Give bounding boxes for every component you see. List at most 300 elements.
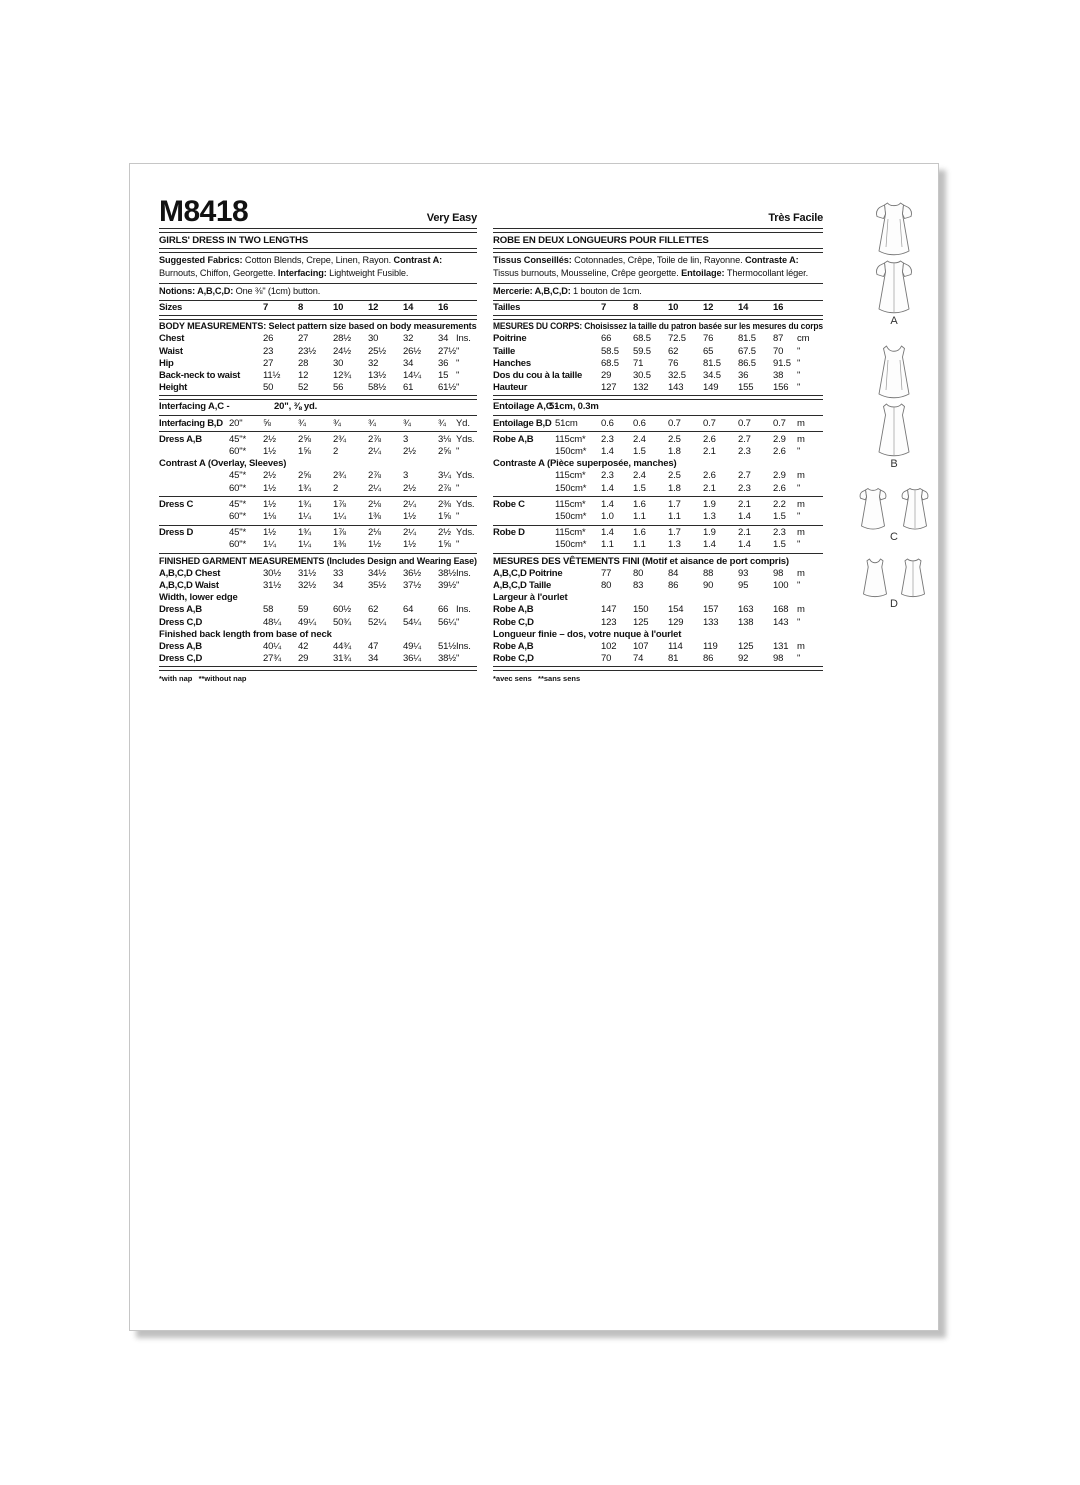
measure-value: 129 <box>668 616 684 628</box>
unit-cell: " <box>797 370 801 382</box>
text-segment: Cotton Blends, Crepe, Linen, Rayon. <box>242 255 394 265</box>
inline-measure-row <box>493 401 823 413</box>
measure-value: 27¾ <box>263 653 282 665</box>
dress-d-pair <box>857 556 931 598</box>
measure-value: 27 <box>263 357 274 369</box>
divider <box>493 431 823 432</box>
measure-value: 155 <box>738 382 754 394</box>
fabric-width: 45"* <box>229 433 247 445</box>
row-label <box>493 539 555 551</box>
measure-value: 2 <box>333 482 339 494</box>
section-header: MESURES DES VÊTEMENTS FINI (Motif et aisance de port compris) <box>493 555 789 567</box>
unit-cell: " <box>797 357 801 369</box>
difficulty-label: Very Easy <box>426 212 477 224</box>
measure-value: 2½ <box>403 482 416 494</box>
measure-value: 2 <box>333 446 339 458</box>
measure-row <box>159 511 477 523</box>
section-header: FINISHED GARMENT MEASUREMENTS (Includes Design and Wearing Ease) <box>159 555 477 567</box>
row-label: Dos du cou à la taille <box>493 370 582 382</box>
measure-value: 28 <box>298 357 309 369</box>
divider <box>493 300 823 301</box>
measure-value: 2.5 <box>668 470 681 482</box>
measure-value: 26 <box>263 333 274 345</box>
measure-value: 2.7 <box>738 470 751 482</box>
measure-value: 114 <box>668 641 683 653</box>
divider <box>159 283 477 284</box>
measure-value: 2⅛ <box>368 498 381 510</box>
difficulty-label: Très Facile <box>768 212 823 224</box>
size-column-header: 8 <box>298 302 304 313</box>
measure-value: 49¼ <box>403 641 422 653</box>
divider <box>493 666 823 671</box>
measure-value: 29 <box>298 653 309 665</box>
measure-value: 125 <box>738 641 754 653</box>
text-segment: Contraste A: <box>745 255 799 265</box>
view-a-label: A <box>890 315 898 327</box>
divider <box>493 228 823 233</box>
unit-cell: m <box>797 417 805 429</box>
measurement-table <box>493 321 823 684</box>
measure-row <box>493 446 823 458</box>
size-column-header: 10 <box>333 302 344 313</box>
measure-value: 0.7 <box>738 417 751 429</box>
measure-value: 2¼ <box>368 482 381 494</box>
text-segment: Cotonnades, Crêpe, Toile de lin, Rayonne. <box>571 255 745 265</box>
dress-c-pair <box>853 485 935 531</box>
measure-value: 156 <box>773 382 789 394</box>
measure-value: 1.6 <box>633 527 646 539</box>
measure-value: 143 <box>668 382 684 394</box>
measure-value: 2.4 <box>633 433 646 445</box>
measure-value: 3 <box>403 470 409 482</box>
measure-value: 84 <box>668 567 679 579</box>
divider <box>493 315 823 320</box>
unit-cell: Yds. <box>456 470 475 482</box>
measure-value: 2⅞ <box>368 433 381 445</box>
inline-measure-row <box>159 401 477 413</box>
row-label: Robe A,B <box>493 641 534 653</box>
row-label: Hanches <box>493 357 531 369</box>
measure-row <box>493 527 823 539</box>
unit-cell: Yds. <box>456 498 475 510</box>
measure-value: 1⅛ <box>263 511 276 523</box>
row-label: Robe C,D <box>493 616 534 628</box>
row-label: Dress A,B <box>159 641 202 653</box>
row-label <box>493 446 555 458</box>
sizes-label: Tailles <box>493 302 521 313</box>
size-column-header: 16 <box>438 302 449 313</box>
row-label: Robe A,B <box>493 433 534 445</box>
divider <box>159 525 477 526</box>
measure-value: 100 <box>773 580 789 592</box>
measure-value: 34½ <box>368 567 387 579</box>
measure-value: 1.9 <box>703 498 716 510</box>
fabric-note <box>493 254 823 281</box>
divider <box>493 415 823 416</box>
footnote: *avec sens **sans sens <box>493 674 581 684</box>
divider <box>159 248 477 253</box>
measure-value: 125 <box>633 616 649 628</box>
measure-value: 59 <box>298 604 309 616</box>
measure-value: 83 <box>633 580 644 592</box>
fabric-width: 115cm* <box>555 433 586 445</box>
measure-value: 0.7 <box>773 417 786 429</box>
measure-value: 127 <box>601 382 617 394</box>
dress-d-front-sketch <box>857 556 893 598</box>
text-segment: Tissus Conseillés: <box>493 255 572 265</box>
measure-value: 76 <box>668 357 679 369</box>
unit-cell: " <box>797 653 801 665</box>
measure-value: 30 <box>333 357 344 369</box>
measure-value: 2⅝ <box>438 446 451 458</box>
measure-value: 1⅜ <box>368 511 381 523</box>
unit-cell: Ins. <box>456 567 471 579</box>
measure-value: 2⅞ <box>438 482 451 494</box>
unit-cell: " <box>456 482 460 494</box>
measure-value: 30 <box>368 333 379 345</box>
section-header: BODY MEASUREMENTS: Select pattern size based on body measurements <box>159 321 477 333</box>
measure-value: 1.3 <box>668 539 681 551</box>
measure-row <box>159 580 477 592</box>
measure-text: 20", ⅜ yd. <box>274 401 318 413</box>
measure-value: 1⅝ <box>298 446 311 458</box>
text-segment: Contrast A: <box>393 255 443 265</box>
notions-note <box>493 285 823 298</box>
text-segment: Lightweight Fusible. <box>326 268 409 278</box>
measure-value: 1¼ <box>333 511 346 523</box>
measure-value: 70 <box>773 345 784 357</box>
measure-value: 28½ <box>333 333 352 345</box>
divider <box>493 283 823 284</box>
measure-value: 56¼ <box>438 616 457 628</box>
measure-value: ¾ <box>333 417 341 429</box>
measure-value: 1½ <box>263 482 276 494</box>
measure-value: 1.8 <box>668 482 681 494</box>
measure-value: 23 <box>263 345 274 357</box>
measure-value: 49¼ <box>298 616 317 628</box>
fabric-width: 60"* <box>229 539 247 551</box>
measure-value: 39½ <box>438 580 457 592</box>
unit-cell: " <box>797 382 801 394</box>
footnote: *with nap **without nap <box>159 674 247 684</box>
fabric-width: 150cm* <box>555 511 587 523</box>
unit-cell: Yds. <box>456 433 475 445</box>
measure-value: 1¾ <box>298 482 311 494</box>
text-segment: Mercerie: A,B,C,D: <box>493 286 571 296</box>
measure-value: ¾ <box>403 417 411 429</box>
garment-view-sketches <box>852 199 936 611</box>
fabric-width: 45"* <box>229 498 247 510</box>
divider <box>493 248 823 253</box>
measure-value: 168 <box>773 604 789 616</box>
unit-cell: cm <box>797 333 810 345</box>
measure-value: ⅝ <box>263 417 271 429</box>
measure-value: 98 <box>773 653 784 665</box>
measure-value: 1⅜ <box>333 539 346 551</box>
measure-value: 2⅛ <box>368 527 381 539</box>
measure-value: 32 <box>403 333 414 345</box>
measure-value: 1.5 <box>773 511 786 523</box>
unit-cell: Yds. <box>456 527 475 539</box>
unit-cell: Ins. <box>456 333 471 345</box>
measure-value: 1⅝ <box>438 511 451 523</box>
notions-note <box>159 285 477 298</box>
unit-cell: " <box>456 370 460 382</box>
dress-b-back-sketch <box>866 400 922 458</box>
measure-value: 1.4 <box>703 539 716 551</box>
measure-value: 37½ <box>403 580 422 592</box>
measure-row <box>493 434 823 446</box>
measure-row <box>493 333 823 345</box>
measure-value: 3¼ <box>438 470 451 482</box>
row-label: Waist <box>159 345 183 357</box>
measure-value: 2.1 <box>738 527 751 539</box>
measure-value: 107 <box>633 641 649 653</box>
text-segment: Entoilage: <box>681 268 725 278</box>
measure-row <box>493 511 823 523</box>
measure-value: 2.3 <box>773 527 786 539</box>
measure-value: 2½ <box>438 527 451 539</box>
measure-value: 33 <box>333 567 344 579</box>
measure-row <box>493 568 823 580</box>
measure-value: 2.7 <box>738 433 751 445</box>
measure-value: 2¼ <box>403 527 416 539</box>
unit-cell: " <box>797 616 801 628</box>
measure-value: 38½ <box>438 567 457 579</box>
measure-value: 2.6 <box>773 482 786 494</box>
measure-value: 2.3 <box>601 470 614 482</box>
measure-value: 95 <box>738 580 749 592</box>
row-label: Dress C,D <box>159 616 203 628</box>
pattern-envelope-back-page <box>129 163 939 1331</box>
measure-row <box>493 358 823 370</box>
french-column <box>493 189 823 684</box>
measure-value: 1⅞ <box>333 527 346 539</box>
measure-value: 143 <box>773 616 789 628</box>
measure-value: 2½ <box>263 470 276 482</box>
size-column-header: 7 <box>601 302 607 313</box>
subsection-label: Finished back length from base of neck <box>159 628 332 640</box>
measure-value: 31¾ <box>333 653 352 665</box>
measure-value: ¾ <box>298 417 306 429</box>
fabric-width: 60"* <box>229 511 247 523</box>
fabric-width: 150cm* <box>555 539 587 551</box>
measure-value: 132 <box>633 382 649 394</box>
measure-value: 157 <box>703 604 719 616</box>
measure-value: 36½ <box>403 567 422 579</box>
measure-value: 71 <box>633 357 644 369</box>
unit-cell <box>796 302 823 314</box>
fabric-note <box>159 254 477 281</box>
measure-row <box>159 568 477 580</box>
unit-cell: " <box>456 345 460 357</box>
measure-row <box>493 653 823 665</box>
row-label: Robe A,B <box>493 604 534 616</box>
measure-value: 1¾ <box>298 498 311 510</box>
measure-value: 12¾ <box>333 370 352 382</box>
garment-title: ROBE EN DEUX LONGUEURS POUR FILLETTES <box>493 235 709 246</box>
measure-value: 1.5 <box>773 539 786 551</box>
divider <box>159 300 477 301</box>
measure-value: 98 <box>773 567 784 579</box>
measure-value: 0.6 <box>633 417 646 429</box>
measure-value: 76 <box>703 333 714 345</box>
subsection-label: Longueur finie – dos, votre nuque à l'ourlet <box>493 628 682 640</box>
measure-value: 47 <box>368 641 379 653</box>
fabric-width: 115cm* <box>555 498 586 510</box>
row-label <box>159 511 229 523</box>
row-label: Height <box>159 382 188 394</box>
measure-value: 80 <box>601 580 612 592</box>
fabric-width: 45"* <box>229 527 247 539</box>
measure-value: 1.4 <box>601 498 614 510</box>
measure-value: 62 <box>668 345 679 357</box>
unit-cell: m <box>797 527 805 539</box>
measure-value: 2¼ <box>403 498 416 510</box>
size-column-header: 7 <box>263 302 269 313</box>
measure-value: 123 <box>601 616 617 628</box>
measure-value: 24½ <box>333 345 352 357</box>
measure-value: 44¾ <box>333 641 352 653</box>
subsection-label: Width, lower edge <box>159 592 238 604</box>
text-segment: Tissus burnouts, Mousseline, Crêpe georgette. <box>493 268 682 278</box>
measurement-table <box>159 321 477 684</box>
measure-value: 1.0 <box>601 511 614 523</box>
measure-value: 2½ <box>403 446 416 458</box>
measure-value: 14¼ <box>403 370 422 382</box>
measure-value: 36 <box>438 357 449 369</box>
row-label: Robe D <box>493 527 525 539</box>
masthead <box>493 189 823 227</box>
pattern-number: M8418 <box>159 195 249 228</box>
measure-value: 59.5 <box>633 345 651 357</box>
measure-value: 66 <box>438 604 449 616</box>
fabric-width: 115cm* <box>555 527 586 539</box>
measure-row <box>493 604 823 616</box>
measure-value: 86 <box>668 580 679 592</box>
measure-text: 51cm, 0.3m <box>549 401 599 413</box>
measure-value: 2.5 <box>668 433 681 445</box>
measure-value: 58½ <box>368 382 387 394</box>
fabric-width: 20" <box>229 417 243 429</box>
measure-value: 2.9 <box>773 470 786 482</box>
measure-value: 52¼ <box>368 616 387 628</box>
divider <box>493 395 823 400</box>
measure-value: 34.5 <box>703 370 721 382</box>
measure-value: 62 <box>368 604 379 616</box>
measure-value: 150 <box>633 604 649 616</box>
measure-row <box>493 370 823 382</box>
size-column-header: 16 <box>773 302 784 313</box>
measure-value: 154 <box>668 604 684 616</box>
measure-value: 58.5 <box>601 345 619 357</box>
size-column-header: 14 <box>403 302 414 313</box>
measure-value: 1.4 <box>738 511 751 523</box>
measure-value: 1½ <box>403 511 416 523</box>
measure-row <box>159 604 477 616</box>
unit-cell: " <box>456 580 460 592</box>
unit-cell: " <box>456 382 460 394</box>
row-label: Entoilage A,C - <box>493 401 558 413</box>
measure-value: 3 <box>403 433 409 445</box>
measure-value: 1.9 <box>703 527 716 539</box>
dress-d-back-sketch <box>895 556 931 598</box>
measure-value: 163 <box>738 604 754 616</box>
measure-value: 2.1 <box>703 446 716 458</box>
unit-cell: Ins. <box>456 641 471 653</box>
measure-value: 1.7 <box>668 498 681 510</box>
measure-value: 1.4 <box>601 482 614 494</box>
measure-value: 2.1 <box>703 482 716 494</box>
divider <box>159 228 477 233</box>
size-column-header: 14 <box>738 302 749 313</box>
measure-value: 2⅝ <box>298 433 311 445</box>
measure-value: 0.6 <box>601 417 614 429</box>
unit-cell: " <box>456 357 460 369</box>
unit-cell: " <box>456 539 460 551</box>
measure-value: 1.7 <box>668 527 681 539</box>
measure-value: 2.3 <box>738 482 751 494</box>
row-label: Interfacing A,C - <box>159 401 230 413</box>
row-label: Chest <box>159 333 185 345</box>
measure-value: 2.6 <box>773 446 786 458</box>
measure-row <box>159 653 477 665</box>
measure-row <box>159 483 477 495</box>
row-label: Dress D <box>159 527 194 539</box>
measure-value: 1.4 <box>601 446 614 458</box>
measure-value: 2⅞ <box>368 470 381 482</box>
measure-value: 1.1 <box>668 511 681 523</box>
measure-value: 86.5 <box>738 357 756 369</box>
measure-value: 70 <box>601 653 612 665</box>
row-label: Interfacing B,D <box>159 417 223 429</box>
measure-row <box>493 617 823 629</box>
subsection-label: Largeur à l'ourlet <box>493 592 568 604</box>
measure-value: 36 <box>738 370 749 382</box>
unit-cell: " <box>797 345 801 357</box>
measure-value: 1½ <box>368 539 381 551</box>
row-label: Hauteur <box>493 382 528 394</box>
row-label: Entoilage B,D <box>493 417 552 429</box>
measure-value: 66 <box>601 333 612 345</box>
row-label: Dress A,B <box>159 604 202 616</box>
measure-value: 11½ <box>263 370 281 382</box>
text-segment: Suggested Fabrics: <box>159 255 243 265</box>
measure-value: 72.5 <box>668 333 686 345</box>
masthead <box>159 189 477 227</box>
dress-a-back-sketch <box>866 257 922 315</box>
measure-value: 119 <box>703 641 718 653</box>
measure-value: 3⅛ <box>438 433 451 445</box>
unit-cell: " <box>797 539 801 551</box>
fabric-width: 150cm* <box>555 446 587 458</box>
divider <box>493 496 823 497</box>
measure-value: 102 <box>601 641 617 653</box>
measure-row <box>493 346 823 358</box>
measure-value: 1¼ <box>298 539 311 551</box>
measure-value: 32.5 <box>668 370 686 382</box>
measure-value: 35½ <box>368 580 387 592</box>
measure-value: 25½ <box>368 345 387 357</box>
measure-row <box>159 499 477 511</box>
unit-cell: m <box>797 567 805 579</box>
measure-value: 1.4 <box>738 539 751 551</box>
measure-value: 31½ <box>263 580 282 592</box>
row-label: A,B,C,D Waist <box>159 580 219 592</box>
measure-row <box>493 580 823 592</box>
measure-value: 26½ <box>403 345 422 357</box>
dress-c-back-sketch <box>895 485 935 531</box>
